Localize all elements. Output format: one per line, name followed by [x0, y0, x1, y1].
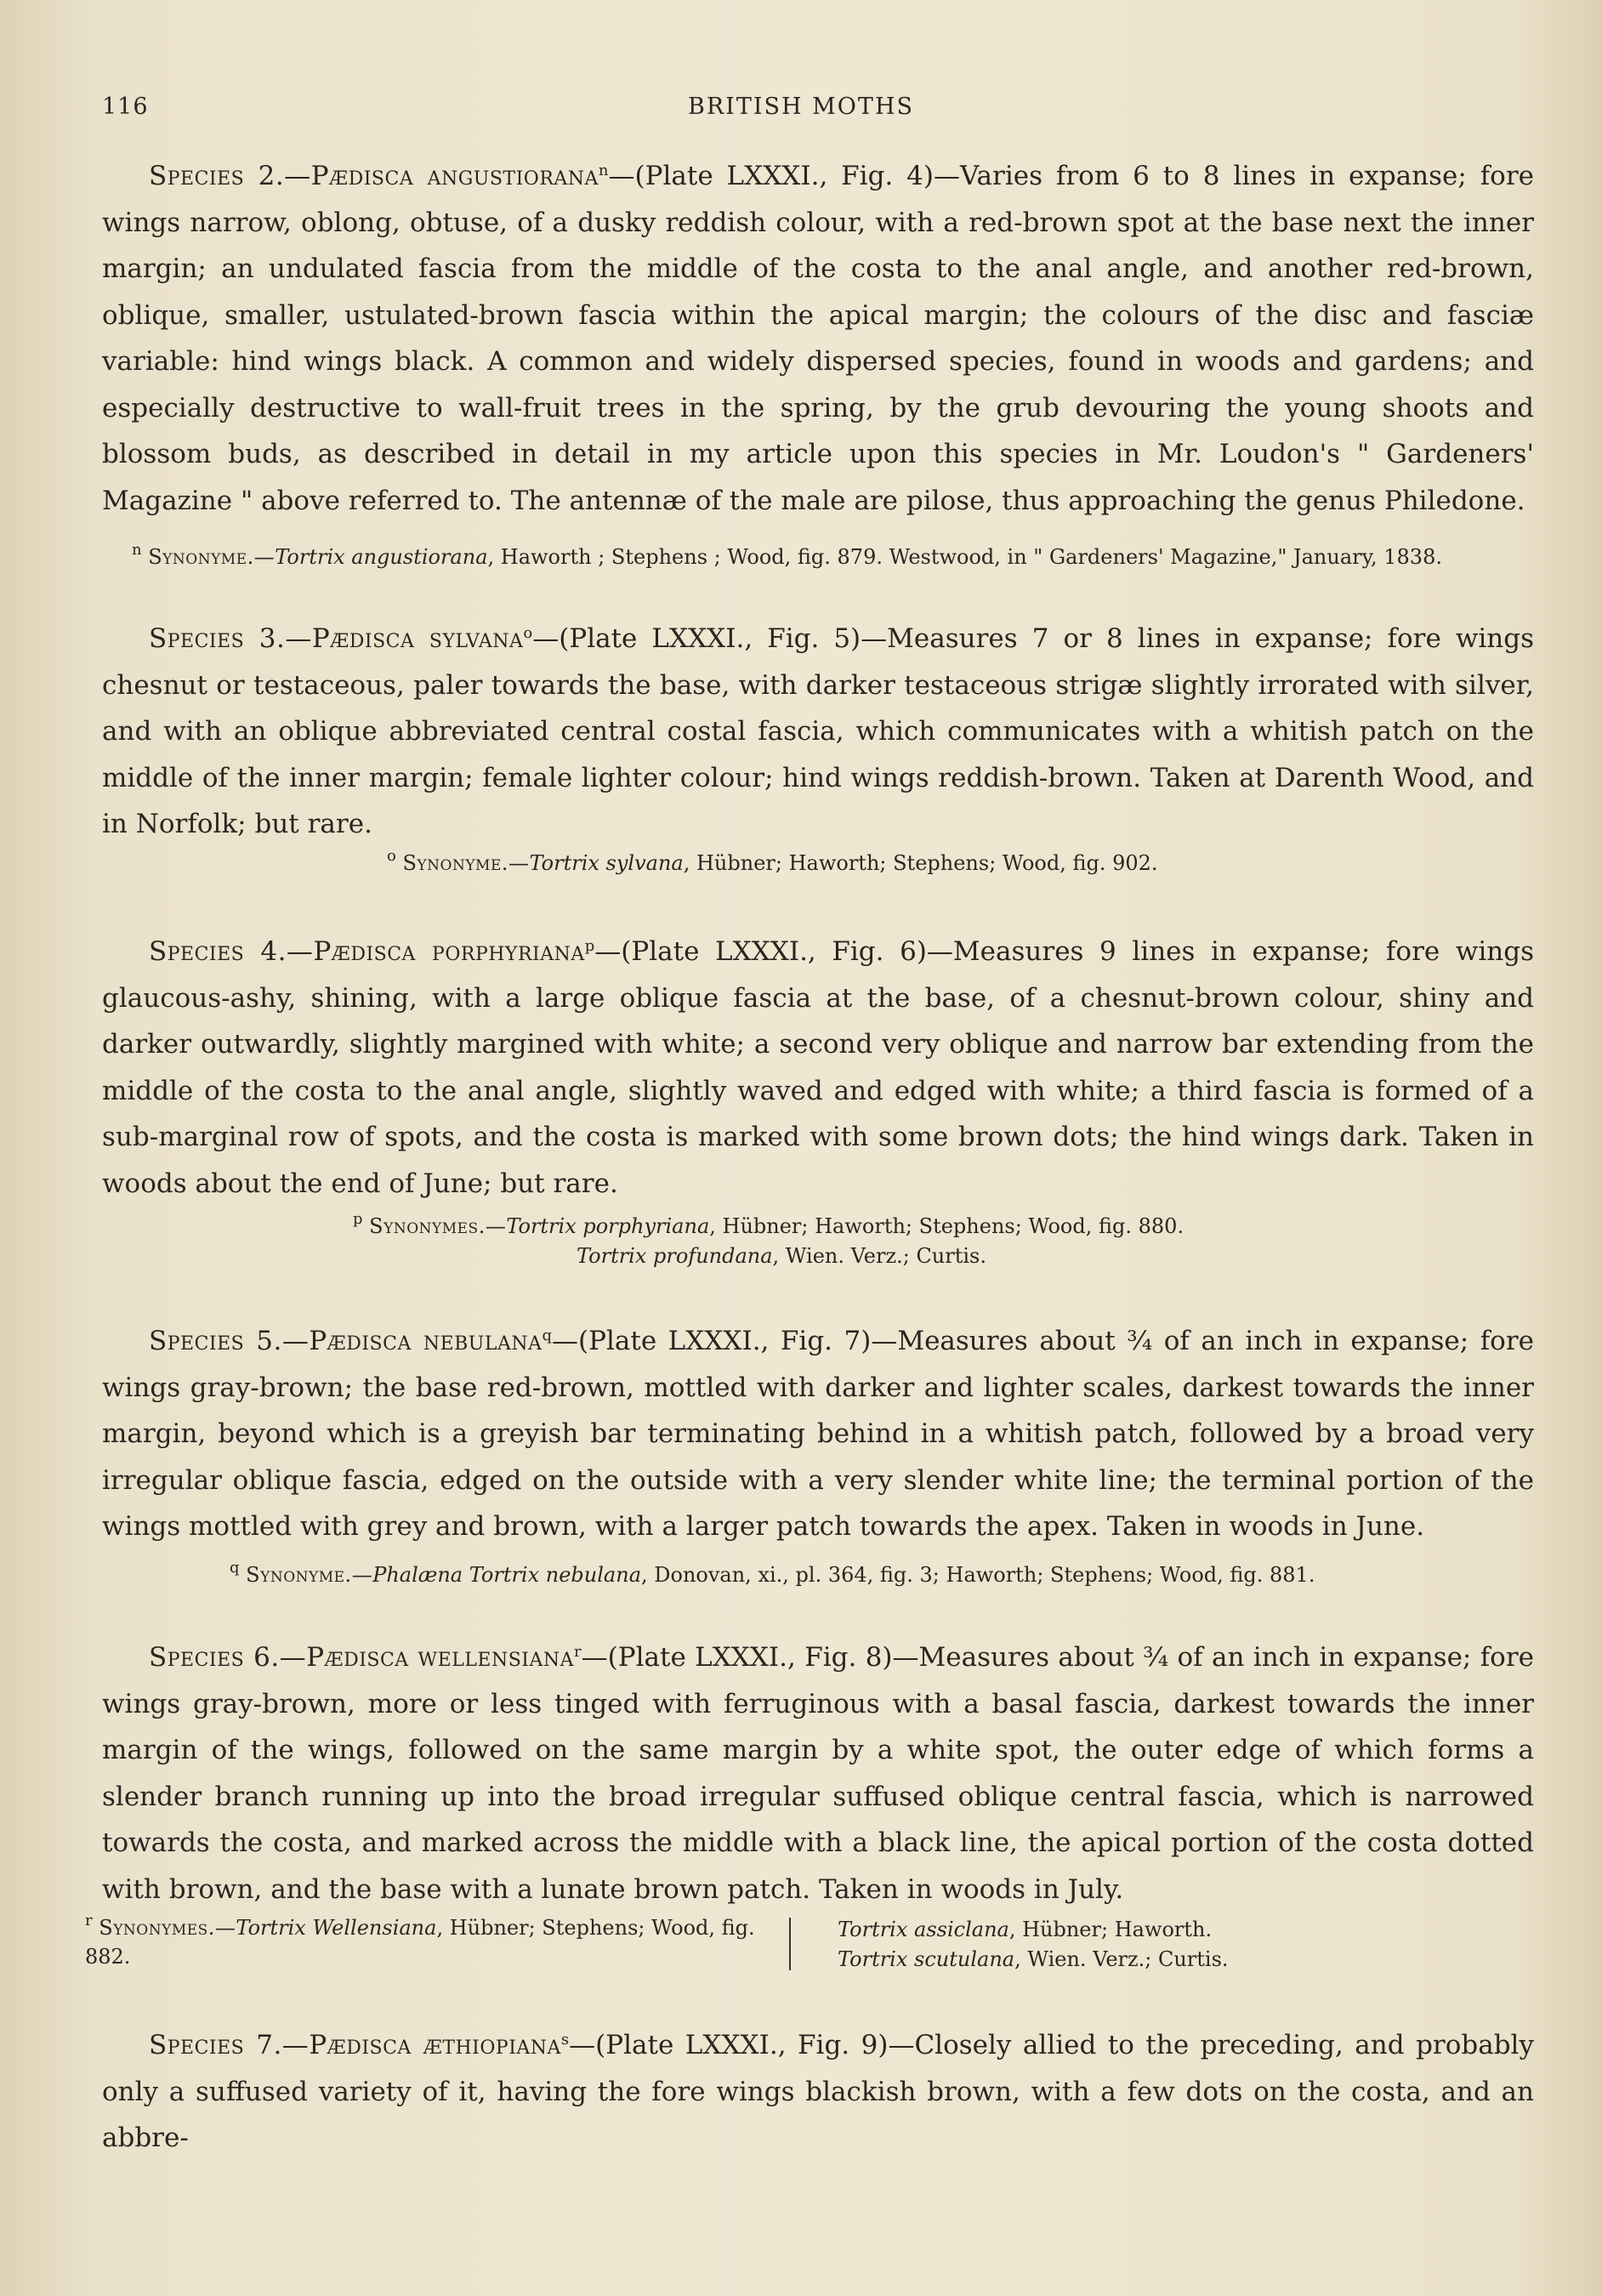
species-name: Pædisca nebulana — [309, 1326, 543, 1356]
species-name: Pædisca wellensiana — [306, 1642, 575, 1673]
species-number: Species 2.— — [149, 161, 311, 191]
species-number: Species 3.— — [149, 623, 312, 654]
footnote-ref: q — [542, 1327, 553, 1344]
footnote-o: $^o$ Synonyme.—Tortrix sylvana, Hübner; Haworth; Stephens; Wood, fig. 902. — [387, 847, 1158, 875]
page-number: 116 — [102, 94, 149, 120]
species-5-entry — [102, 1318, 1534, 1550]
species-6-entry — [102, 1634, 1534, 1912]
footnote-q: $^q$ Synonyme.—Phalæna Tortrix nebulana, Donovan, xi., pl. 364, fig. 3; Haworth; Stephens; Wood, fig. 881. — [230, 1559, 1315, 1587]
footnote-ref: p — [584, 937, 595, 955]
footnote-p-line2: Tortrix profundana, Wien. Verz.; Curtis. — [577, 1244, 986, 1268]
footnote-ref: r — [574, 1643, 582, 1661]
footnote-column-divider — [789, 1918, 791, 1970]
species-number: Species 7.— — [149, 2030, 310, 2060]
species-number: Species 6.— — [149, 1642, 307, 1673]
footnote-r: $^r$ Synonymes.—Tortrix Wellensiana, Hübner; Stephens; Wood, fig. 882. — [85, 1912, 755, 1969]
running-header — [102, 94, 1500, 128]
species-number: Species 4.— — [149, 936, 314, 967]
species-description: —(Plate LXXXI., Fig. 8)—Measures about ¾ of an inch in expanse; fore wings gray-brown, more or less tinged with ferruginous with a basal fascia, darkest towards the inner margin of the wings, followed on the same margin by a white spot, the outer edge of which forms a slender branch running up into the broad irregular suffused oblique central fascia, which is narrowed towards the costa, and marked across the middle with a black line, the apical portion of the costa dotted with brown, and the base with a lunate brown patch. Taken in woods in July. — [102, 1642, 1535, 1905]
species-3-entry — [102, 616, 1534, 848]
footnote-n: $^n$ Synonyme.—Tortrix angustiorana, Haworth ; Stephens ; Wood, fig. 879. Westwood, in " Gardeners' Magazine," January, 1838. — [132, 541, 1442, 569]
footnote-ref: s — [560, 2031, 570, 2049]
species-description: —(Plate LXXXI., Fig. 9)—Closely allied to the preceding, and probably only a suffused variety of it, having the fore wings blackish brown, with a few dots on the costa, and an abbre- — [102, 2030, 1534, 2153]
footnote-ref: o — [523, 624, 533, 642]
running-head-title: BRITISH MOTHS — [688, 94, 914, 120]
footnote-r-col2-line2: Tortrix scutulana, Wien. Verz.; Curtis. — [838, 1947, 1229, 1971]
species-2-entry — [102, 153, 1534, 524]
species-name: Pædisca angustiorana — [310, 161, 599, 191]
species-4-entry — [102, 929, 1534, 1207]
species-name: Pædisca sylvana — [311, 623, 524, 654]
species-name: Pædisca porphyriana — [313, 936, 585, 967]
species-7-entry — [102, 2022, 1534, 2162]
species-number: Species 5.— — [149, 1326, 310, 1356]
footnote-p: $^p$ Synonymes.—Tortrix porphyriana, Hübner; Haworth; Stephens; Wood, fig. 880. — [353, 1210, 1184, 1238]
species-description: —(Plate LXXXI., Fig. 4)—Varies from 6 to 8 lines in expanse; fore wings narrow, oblong, obtuse, of a dusky reddish colour, with a red-brown spot at the base next the inner margin; an undulated fascia from the middle of the costa to the anal angle, and another red-brown, oblique, smaller, ustulated-brown fascia within the apical margin; the colours of the disc and fasciæ variable: hind wings black. A common and widely dispersed species, found in woods and gardens; and especially destructive to wall-fruit trees in the spring, by the grub devouring the young shoots and blossom buds, as described in detail in my article upon this species in Mr. Loudon's " Gardeners' Magazine " above referred to. The antennæ of the male are pilose, thus approaching the genus Philedone. — [102, 161, 1535, 516]
species-description: —(Plate LXXXI., Fig. 5)—Measures 7 or 8 lines in expanse; fore wings chesnut or testaceous, paler towards the base, with darker testaceous strigæ slightly irrorated with silver, and with an oblique abbreviated central costal fascia, which communicates with a whitish patch on the middle of the inner margin; female lighter colour; hind wings reddish-brown. Taken at Darenth Wood, and in Norfolk; but rare. — [102, 623, 1534, 839]
species-description: —(Plate LXXXI., Fig. 7)—Measures about ¾ of an inch in expanse; fore wings gray-brown; the base red-brown, mottled with darker and lighter scales, darkest towards the inner margin, beyond which is a greyish bar terminating behind in a whitish patch, followed by a broad very irregular oblique fascia, edged on the outside with a very slender white line; the terminal portion of the wings mottled with grey and brown, with a larger patch towards the apex. Taken in woods in June. — [102, 1326, 1534, 1542]
footnote-r-col2-line1: Tortrix assiclana, Hübner; Haworth. — [838, 1918, 1213, 1941]
footnote-ref: n — [598, 162, 609, 179]
species-name: Pædisca æthiopiana — [309, 2030, 561, 2060]
species-description: —(Plate LXXXI., Fig. 6)—Measures 9 lines in expanse; fore wings glaucous-ashy, shining, with a large oblique fascia at the base, of a chesnut-brown colour, shiny and darker outwardly, slightly margined with white; a second very oblique and narrow bar extending from the middle of the costa to the anal angle, slightly waved and edged with white; a third fascia is formed of a sub-marginal row of spots, and the costa is marked with some brown dots; the hind wings dark. Taken in woods about the end of June; but rare. — [102, 936, 1535, 1199]
